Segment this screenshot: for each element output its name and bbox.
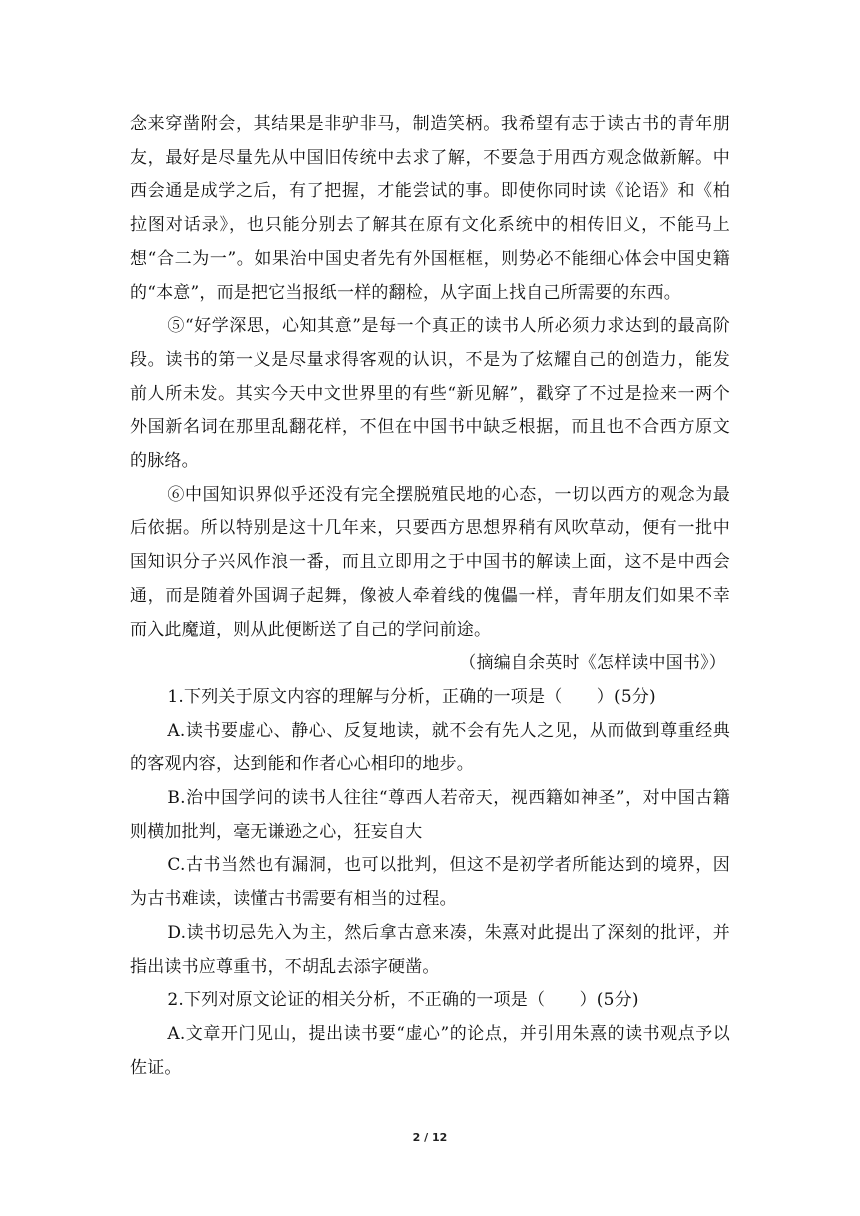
paragraph-continued: 念来穿凿附会，其结果是非驴非马，制造笑柄。我希望有志于读古书的青年朋友，最好是尽量先从中国旧传统中去求了解，不要急于用西方观念做新解。中西会通是成学之后，有了把握，才能尝试的事。即使你同时读《论语》和《柏拉图对话录》，也只能分别去了解其在原有文化系统中的相传旧义，不能马上想“合二为一”。如果治中国史者先有外国框框，则势必不能细心体会中国史籍的“本意”，而是把它当报纸一样的翻检，从字面上找自己所需要的东西。 <box>130 114 730 303</box>
question-2-stem: 2.下列对原文论证的相关分析，不正确的一项是（ ）(5分) <box>167 990 639 1011</box>
paragraph-5: ⑤“好学深思，心知其意”是每一个真正的读书人所必须力求达到的最高阶段。读书的第一义是尽量求得客观的认识，不是为了炫耀自己的创造力，能发前人所未发。其实今天中文世界里的有些“新见解”，戳穿了不过是捡来一两个外国新名词在那里乱翻花样，不但在中国书中缺乏根据，而且也不合西方原文的脉络。 <box>130 316 730 472</box>
question-1-option-c: C.古书当然也有漏洞，也可以批判，但这不是初学者所能达到的境界，因为古书难读，读懂古书需要有相当的过程。 <box>130 855 730 910</box>
source-citation: （摘编自余英时《怎样读中国书》） <box>459 653 726 674</box>
question-1-option-b: B.治中国学问的读书人往往“尊西人若帝天，视西籍如神圣”，对中国古籍则横加批判，毫无谦逊之心，狂妄自大 <box>130 788 730 842</box>
document-body <box>130 108 730 1085</box>
page-number: 2 / 12 <box>412 1131 448 1144</box>
question-1-stem: 1.下列关于原文内容的理解与分析，正确的一项是（ ）(5分) <box>167 686 656 707</box>
question-2-option-a: A.文章开门见山，提出读书要“虚心”的论点，并引用朱熹的读书观点予以佐证。 <box>130 1023 730 1078</box>
paragraph-6: ⑥中国知识界似乎还没有完全摆脱殖民地的心态，一切以西方的观念为最后依据。所以特别是这十几年来，只要西方思想界稍有风吹草动，便有一批中国知识分子兴风作浪一番，而且立即用之于中国书的解读上面，这不是中西会通，而是随着外国调子起舞，像被人牵着线的傀儡一样，青年朋友们如果不幸而入此魔道，则从此便断送了自己的学问前途。 <box>130 484 730 640</box>
question-1-option-a: A.读书要虚心、静心、反复地读，就不会有先人之见，从而做到尊重经典的客观内容，达到能和作者心心相印的地步。 <box>130 720 730 775</box>
question-1-option-d: D.读书切忌先入为主，然后拿古意来凑，朱熹对此提出了深刻的批评，并指出读书应尊重书，不胡乱去添字硬凿。 <box>130 922 730 977</box>
